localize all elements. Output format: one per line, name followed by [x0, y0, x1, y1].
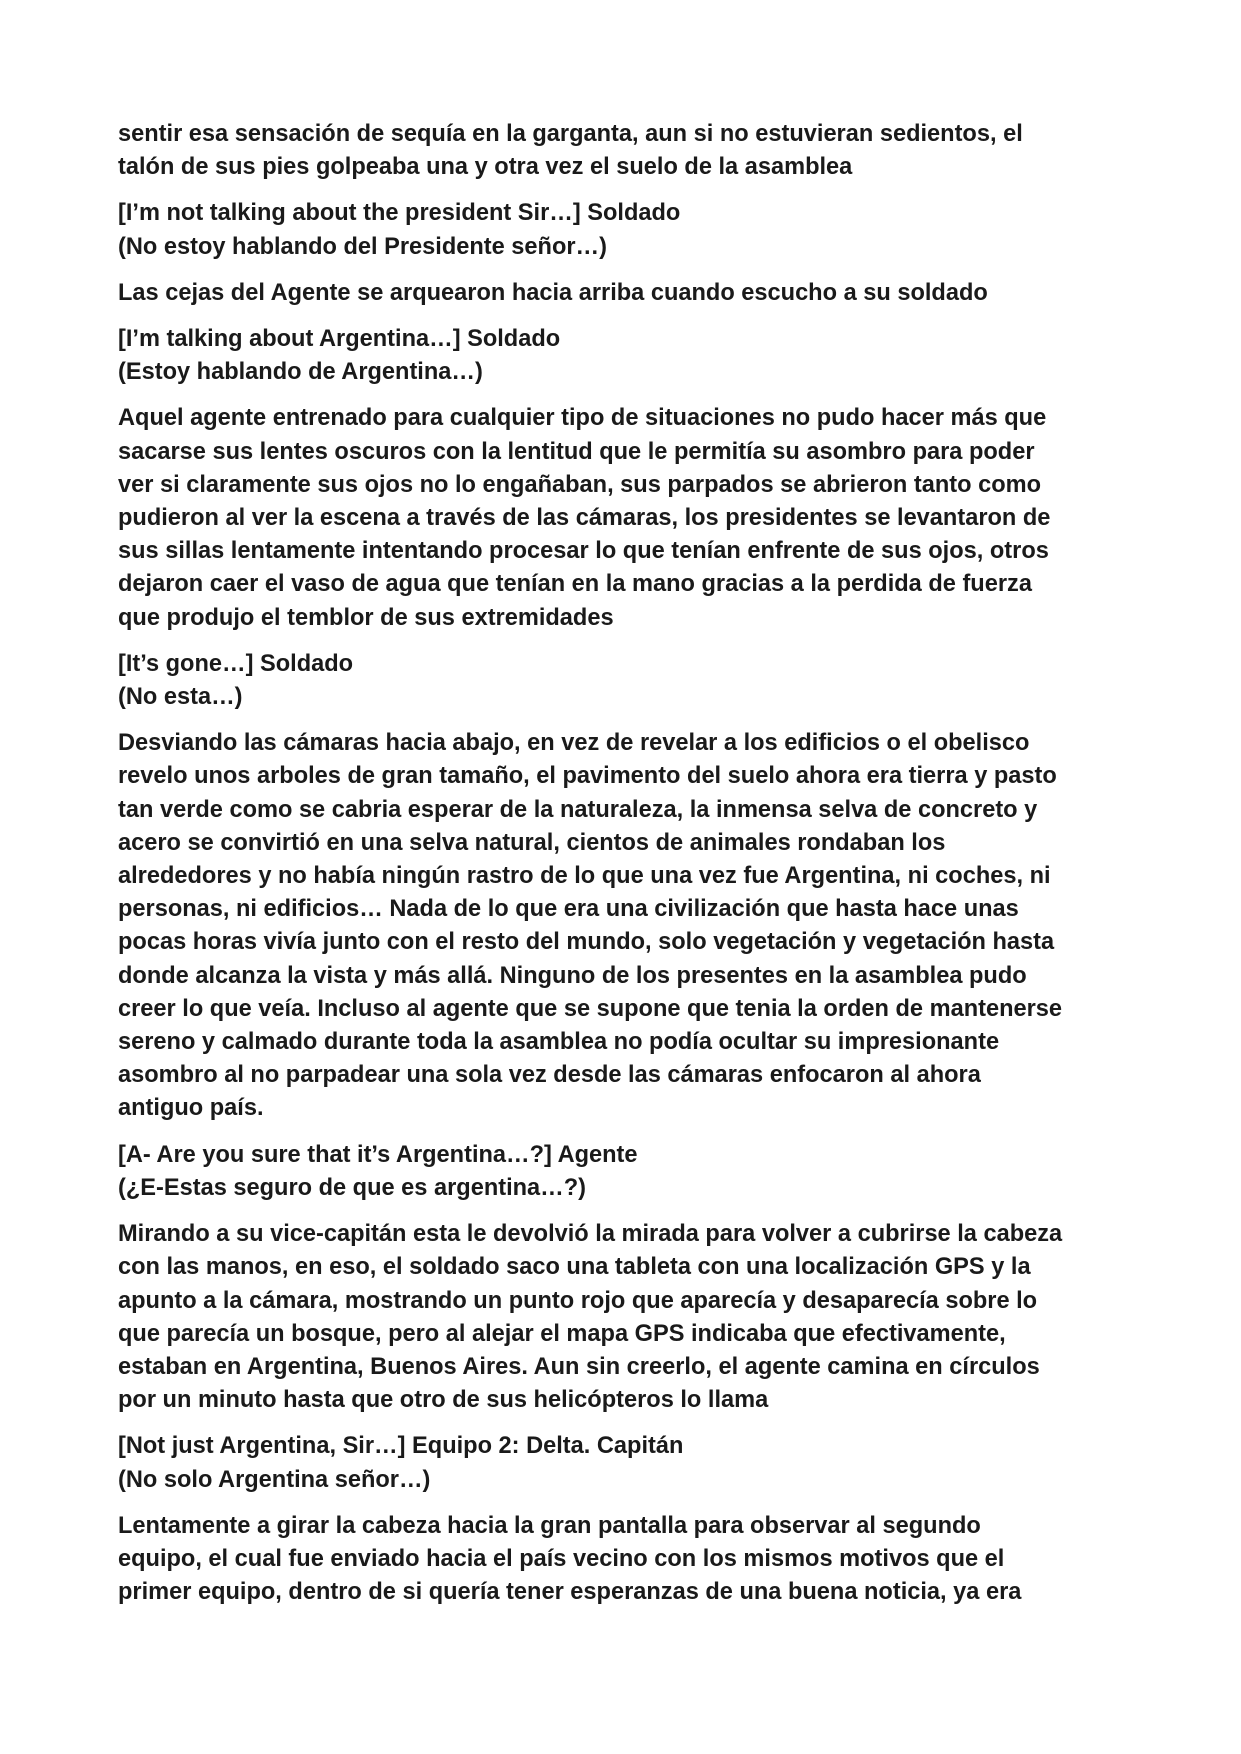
paragraph-2 [118, 277, 1148, 310]
dialogue-translation: (No esta…) [118, 684, 243, 711]
dialogue-capitan [118, 1430, 1148, 1496]
text-line: que parecía un bosque, pero al alejar el mapa GPS indicaba que efectivamente, [118, 1320, 1006, 1347]
paragraph-6 [118, 1510, 1148, 1610]
text-line: Desviando las cámaras hacia abajo, en vez de revelar a los edificios o el obelisco [118, 730, 1030, 757]
text-line: apunto a la cámara, mostrando un punto rojo que aparecía y desaparecía sobre lo [118, 1287, 1038, 1314]
text-line: estaban en Argentina, Buenos Aires. Aun sin creerlo, el agente camina en círculos [118, 1353, 1040, 1380]
text-line: por un minuto hasta que otro de sus helicópteros lo llama [118, 1387, 769, 1414]
text-line: acero se convirtió en una selva natural, cientos de animales rondaban los [118, 829, 946, 856]
text-line: talón de sus pies golpeaba una y otra vez el suelo de la asamblea [118, 154, 853, 181]
text-line: Lentamente a girar la cabeza hacia la gran pantalla para observar al segundo [118, 1512, 981, 1539]
text-line: creer lo que veía. Incluso al agente que se supone que tenia la orden de mantenerse [118, 995, 1063, 1022]
text-line: personas, ni edificios… Nada de lo que era una civilización que hasta hace unas [118, 896, 1019, 923]
paragraph-5 [118, 1218, 1148, 1417]
text-line: tan verde como se cabria esperar de la naturaleza, la inmensa selva de concreto y [118, 796, 1038, 823]
text-line: pocas horas vivía junto con el resto del mundo, solo vegetación y vegetación hasta [118, 929, 1055, 956]
text-line: alrededores y no había ningún rastro de lo que una vez fue Argentina, ni coches, ni [118, 863, 1051, 890]
text-line: antiguo país. [118, 1095, 264, 1122]
dialogue-english: [I’m talking about Argentina…] Soldado [118, 326, 561, 353]
text-line: Mirando a su vice-capitán esta le devolvió la mirada para volver a cubrirse la cabeza [118, 1221, 1063, 1248]
dialogue-agente [118, 1139, 1148, 1205]
text-line: donde alcanza la vista y más allá. Ninguno de los presentes en la asamblea pudo [118, 962, 1027, 989]
dialogue-english: [Not just Argentina, Sir…] Equipo 2: Delta. Capitán [118, 1433, 684, 1460]
text-line: revelo unos arboles de gran tamaño, el pavimento del suelo ahora era tierra y pasto [118, 763, 1057, 790]
text-line: sentir esa sensación de sequía en la garganta, aun si no estuvieran sedientos, el [118, 121, 1023, 147]
text-line: sus sillas lentamente intentando procesar lo que tenían enfrente de sus ojos, otros [118, 538, 1049, 565]
dialogue-soldado-1 [118, 197, 1148, 263]
text-line: ver si claramente sus ojos no lo engañaban, sus parpados se abrieron tanto como [118, 471, 1042, 498]
text-line: Aquel agente entrenado para cualquier tipo de situaciones no pudo hacer más que [118, 405, 1047, 432]
dialogue-translation: (No estoy hablando del Presidente señor…) [118, 233, 608, 260]
text-line: que produjo el temblor de sus extremidades [118, 604, 614, 631]
dialogue-english: [I’m not talking about the president Sir…] Soldado [118, 200, 681, 227]
dialogue-translation: (¿E-Estas seguro de que es argentina…?) [118, 1174, 587, 1201]
text-line: dejaron caer el vaso de agua que tenían en la mano gracias a la perdida de fuerza [118, 571, 1032, 598]
dialogue-english: [It’s gone…] Soldado [118, 650, 354, 677]
text-line: sereno y calmado durante toda la asamblea no podía ocultar su impresionante [118, 1029, 1000, 1056]
dialogue-translation: (Estoy hablando de Argentina…) [118, 359, 483, 386]
text-line: equipo, el cual fue enviado hacia el país vecino con los mismos motivos que el [118, 1545, 1005, 1572]
dialogue-english: [A- Are you sure that it’s Argentina…?] Agente [118, 1141, 638, 1168]
text-line: sacarse sus lentes oscuros con la lentitud que le permitía su asombro para poder [118, 438, 1035, 465]
text-line: Las cejas del Agente se arquearon hacia arriba cuando escucho a su soldado [118, 279, 988, 306]
dialogue-soldado-3 [118, 648, 1148, 714]
paragraph-3 [118, 402, 1148, 634]
text-line: pudieron al ver la escena a través de las cámaras, los presidentes se levantaron de [118, 505, 1051, 532]
text-line: con las manos, en eso, el soldado saco una tableta con una localización GPS y la [118, 1254, 1031, 1281]
text-line: asombro al no parpadear una sola vez desde las cámaras enfocaron al ahora [118, 1062, 981, 1089]
paragraph-4 [118, 727, 1148, 1125]
document-page [118, 118, 1148, 1622]
text-line: primer equipo, dentro de si quería tener esperanzas de una buena noticia, ya era [118, 1579, 1022, 1606]
paragraph-1 [118, 118, 1148, 184]
dialogue-soldado-2 [118, 323, 1148, 389]
dialogue-translation: (No solo Argentina señor…) [118, 1466, 431, 1493]
